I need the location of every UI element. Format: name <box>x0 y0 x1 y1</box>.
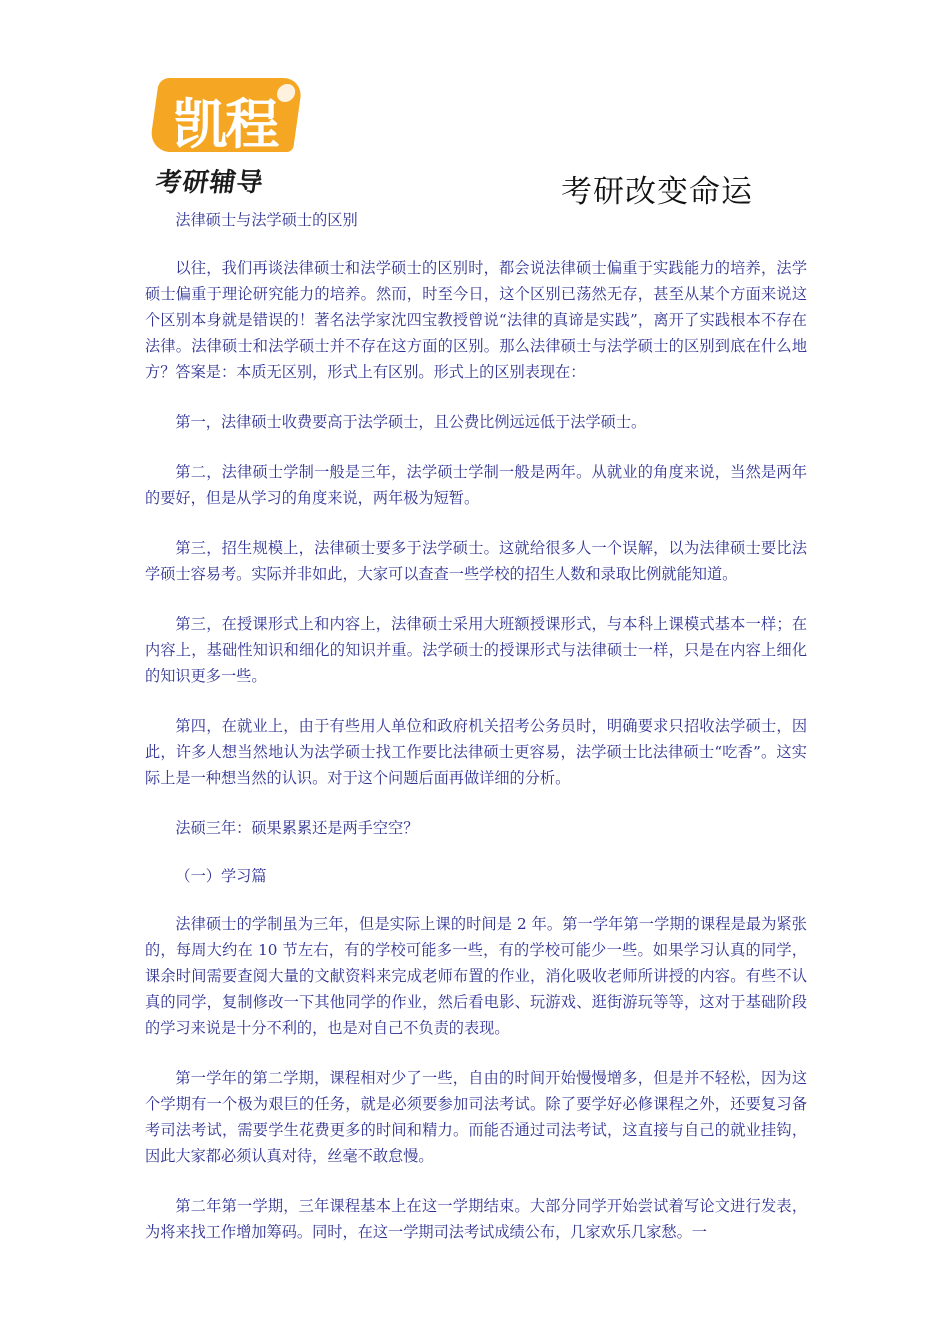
subsection-heading: （一）学习篇 <box>175 867 267 885</box>
paragraph-point-2: 第二，法律硕士学制一般是三年，法学硕士学制一般是两年。从就业的角度来说，当然是两年的要好，但是从学习的角度来说，两年极为短暂。 <box>145 463 807 507</box>
article-title: 法律硕士与法学硕士的区别 <box>175 211 358 229</box>
logo-subtitle: 考研辅导 <box>153 168 266 198</box>
kaicheng-logo <box>150 78 300 196</box>
paragraph-point-1: 第一，法律硕士收费要高于法学硕士，且公费比例远远低于法学硕士。 <box>175 413 647 431</box>
paragraph-study-2: 第一学年的第二学期，课程相对少了一些，自由的时间开始慢慢增多，但是并不轻松，因为这个学期有一个极为艰巨的任务，就是必须要参加司法考试。除了要学好必修课程之外，还要复习备考司法考试，需要学生花费更多的时间和精力。而能否通过司法考试，这直接与自己的就业挂钩，因此大家都必须认真对待，丝毫不敢怠慢。 <box>145 1069 807 1165</box>
paragraph-point-4: 第四，在就业上，由于有些用人单位和政府机关招考公务员时，明确要求只招收法学硕士，因此，许多人想当然地认为法学硕士找工作要比法律硕士更容易，法学硕士比法律硕士“吃香”。这实际上是一种想当然的认识。对于这个问题后面再做详细的分析。 <box>145 717 807 787</box>
logo-mark-text: 凯程 <box>173 93 278 156</box>
section-heading: 法硕三年：硕果累累还是两手空空？ <box>175 819 419 837</box>
article-body <box>145 207 807 1269</box>
paragraph-point-3b: 第三，在授课形式上和内容上，法律硕士采用大班额授课形式，与本科上课模式基本一样；在内容上，基础性知识和细化的知识并重。法学硕士的授课形式与法律硕士一样，只是在内容上细化的知识更多一些。 <box>145 615 807 685</box>
header-slogan: 考研改变命运 <box>561 174 753 210</box>
paragraph-intro: 以往，我们再谈法律硕士和法学硕士的区别时，都会说法律硕士偏重于实践能力的培养，法学硕士偏重于理论研究能力的培养。然而，时至今日，这个区别已荡然无存，甚至从某个方面来说这个区别本身就是错误的！著名法学家沈四宝教授曾说“法律的真谛是实践”，离开了实践根本不存在法律。法律硕士和法学硕士并不存在这方面的区别。那么法律硕士与法学硕士的区别到底在什么地方？答案是：本质无区别，形式上有区别。形式上的区别表现在： <box>145 259 807 381</box>
paragraph-study-1: 法律硕士的学制虽为三年，但是实际上课的时间是 2 年。第一学年第一学期的课程是最为紧张的，每周大约在 10 节左右，有的学校可能多一些，有的学校可能少一些。如果学习认真的同学，课余时间需要查阅大量的文献资料来完成老师布置的作业，消化吸收老师所讲授的内容。有些不认真的同学，复制修改一下其他同学的作业，然后看电影、玩游戏、逛街游玩等等，这对于基础阶段的学习来说是十分不利的，也是对自己不负责的表现。 <box>145 915 807 1037</box>
paragraph-point-3: 第三，招生规模上，法律硕士要多于法学硕士。这就给很多人一个误解，以为法律硕士要比法学硕士容易考。实际并非如此，大家可以查查一些学校的招生人数和录取比例就能知道。 <box>145 539 807 583</box>
paragraph-study-3: 第二年第一学期，三年课程基本上在这一学期结束。大部分同学开始尝试着写论文进行发表，为将来找工作增加筹码。同时，在这一学期司法考试成绩公布，几家欢乐几家愁。一 <box>145 1197 807 1241</box>
logo-mark <box>149 78 303 156</box>
